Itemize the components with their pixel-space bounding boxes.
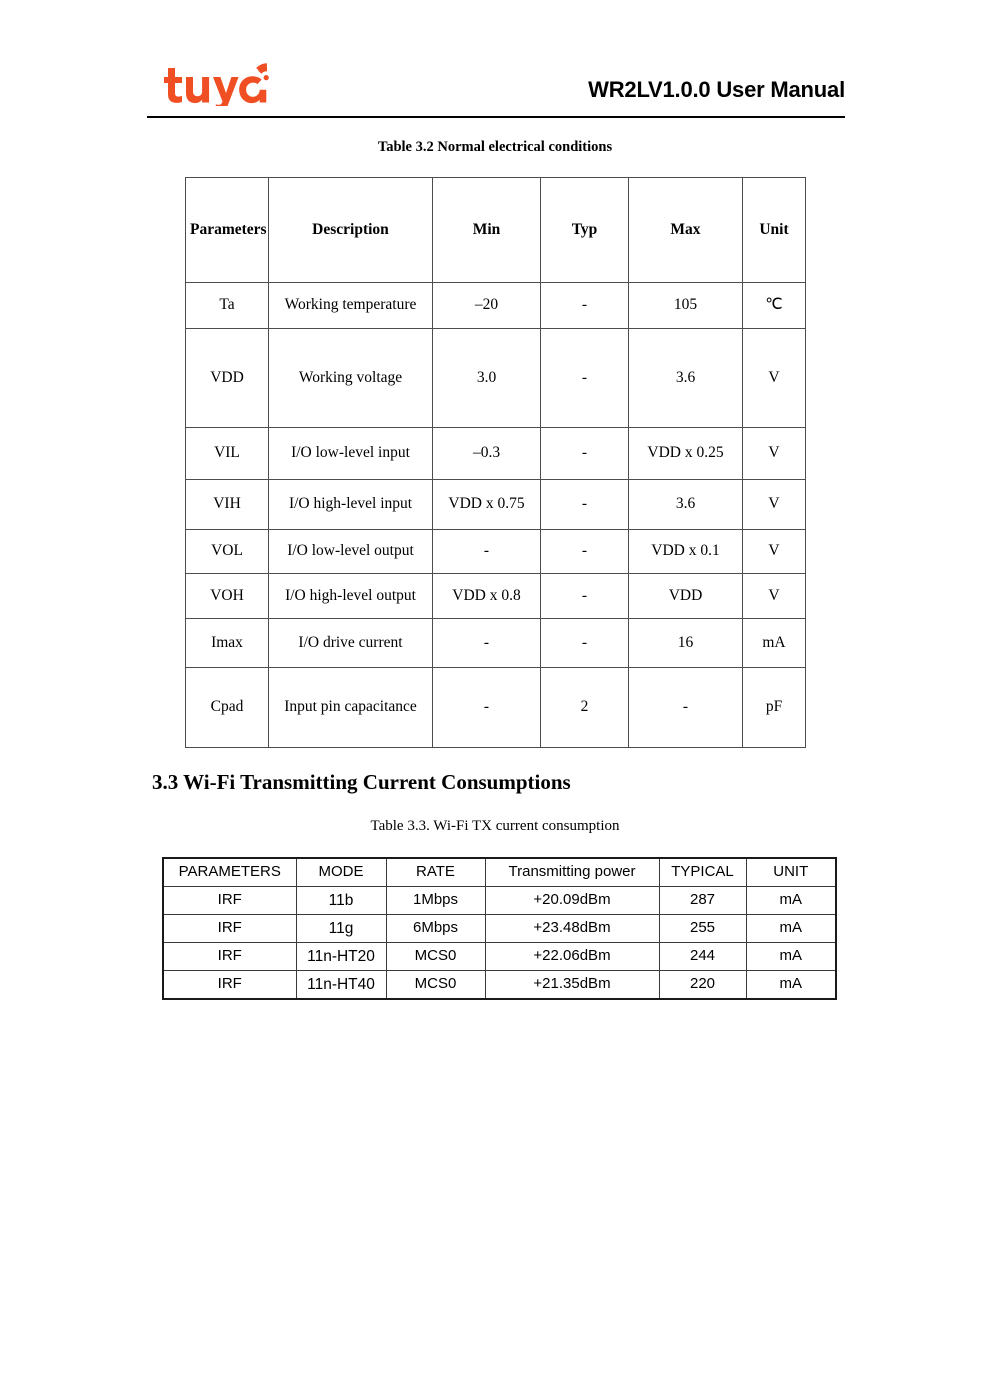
table-row: [163, 971, 836, 1000]
cell-unit: mA: [746, 943, 836, 971]
cell-min: -: [433, 619, 541, 668]
cell-typical: 244: [659, 943, 746, 971]
cell-unit: mA: [746, 971, 836, 1000]
cell-description: Working temperature: [269, 283, 433, 329]
cell-parameter: Ta: [186, 283, 269, 329]
cell-description: I/O high-level output: [269, 574, 433, 619]
cell-parameter: VIL: [186, 428, 269, 480]
cell-parameter: VIH: [186, 480, 269, 530]
table-row: [186, 668, 806, 748]
cell-power: +22.06dBm: [485, 943, 659, 971]
page-header-title: WR2LV1.0.0 User Manual: [588, 77, 845, 102]
cell-min: -: [433, 530, 541, 574]
cell-mode: 11n-HT40: [296, 971, 386, 1000]
cell-parameters: IRF: [163, 915, 296, 943]
cell-unit: V: [743, 480, 806, 530]
cell-power: +21.35dBm: [485, 971, 659, 1000]
cell-min: VDD x 0.8: [433, 574, 541, 619]
table-row: [163, 943, 836, 971]
wifi-tx-current-consumption-table: [162, 857, 837, 1000]
cell-typical: 255: [659, 915, 746, 943]
table-32-col-typ: Typ: [541, 178, 629, 283]
table-33-col-unit: UNIT: [746, 858, 836, 887]
cell-unit: V: [743, 530, 806, 574]
cell-parameter: Cpad: [186, 668, 269, 748]
cell-parameter: VOL: [186, 530, 269, 574]
table-32-header-row: [186, 178, 806, 283]
cell-typ: -: [541, 530, 629, 574]
table-33-col-typical: TYPICAL: [659, 858, 746, 887]
page-header: [147, 55, 845, 117]
page-header-rule: [147, 116, 845, 118]
table-32-col-max: Max: [629, 178, 743, 283]
cell-typ: -: [541, 619, 629, 668]
cell-max: -: [629, 668, 743, 748]
table-33-caption: Table 3.3. Wi-Fi TX current consumption: [370, 818, 620, 834]
cell-parameter: Imax: [186, 619, 269, 668]
cell-max: 3.6: [629, 480, 743, 530]
cell-typ: -: [541, 283, 629, 329]
cell-parameter: VOH: [186, 574, 269, 619]
cell-power: +23.48dBm: [485, 915, 659, 943]
cell-unit: V: [743, 329, 806, 428]
table-33-col-rate: RATE: [386, 858, 485, 887]
cell-unit: mA: [743, 619, 806, 668]
cell-rate: 6Mbps: [386, 915, 485, 943]
cell-typ: -: [541, 574, 629, 619]
cell-min: 3.0: [433, 329, 541, 428]
table-32-col-unit: Unit: [743, 178, 806, 283]
cell-min: –20: [433, 283, 541, 329]
cell-description: Working voltage: [269, 329, 433, 428]
cell-description: I/O drive current: [269, 619, 433, 668]
cell-mode: 11g: [296, 915, 386, 943]
cell-description: I/O high-level input: [269, 480, 433, 530]
table-32-wrapper: [185, 177, 805, 748]
table-row: [186, 574, 806, 619]
tuya-logo: [162, 60, 272, 106]
cell-min: VDD x 0.75: [433, 480, 541, 530]
cell-parameters: IRF: [163, 943, 296, 971]
cell-rate: 1Mbps: [386, 887, 485, 915]
table-row: [186, 283, 806, 329]
cell-min: -: [433, 668, 541, 748]
normal-electrical-conditions-table: [185, 177, 806, 748]
cell-max: 16: [629, 619, 743, 668]
section-heading-33: 3.3 Wi-Fi Transmitting Current Consumptions: [152, 770, 571, 794]
table-33-col-parameters: PARAMETERS: [163, 858, 296, 887]
cell-description: I/O low-level input: [269, 428, 433, 480]
cell-max: VDD x 0.1: [629, 530, 743, 574]
table-32-col-min: Min: [433, 178, 541, 283]
table-33-header-row: [163, 858, 836, 887]
table-33-col-power: Transmitting power: [485, 858, 659, 887]
cell-max: 105: [629, 283, 743, 329]
cell-typ: -: [541, 329, 629, 428]
table-row: [186, 428, 806, 480]
cell-unit: ℃: [743, 283, 806, 329]
table-row: [163, 915, 836, 943]
cell-typ: -: [541, 428, 629, 480]
cell-unit: pF: [743, 668, 806, 748]
cell-unit: mA: [746, 887, 836, 915]
cell-unit: V: [743, 428, 806, 480]
table-32-col-parameters: Parameters: [186, 178, 269, 283]
table-row: [186, 619, 806, 668]
cell-parameter: VDD: [186, 329, 269, 428]
cell-max: VDD x 0.25: [629, 428, 743, 480]
cell-mode: 11n-HT20: [296, 943, 386, 971]
cell-unit: V: [743, 574, 806, 619]
cell-rate: MCS0: [386, 943, 485, 971]
cell-typ: -: [541, 480, 629, 530]
cell-rate: MCS0: [386, 971, 485, 1000]
cell-typical: 220: [659, 971, 746, 1000]
cell-description: I/O low-level output: [269, 530, 433, 574]
table-row: [163, 887, 836, 915]
cell-max: VDD: [629, 574, 743, 619]
cell-parameters: IRF: [163, 971, 296, 1000]
table-row: [186, 329, 806, 428]
cell-power: +20.09dBm: [485, 887, 659, 915]
table-row: [186, 480, 806, 530]
cell-mode: 11b: [296, 887, 386, 915]
cell-typ: 2: [541, 668, 629, 748]
table-33-col-mode: MODE: [296, 858, 386, 887]
cell-parameters: IRF: [163, 887, 296, 915]
cell-description: Input pin capacitance: [269, 668, 433, 748]
table-33-wrapper: [162, 857, 835, 1000]
cell-min: –0.3: [433, 428, 541, 480]
table-row: [186, 530, 806, 574]
table-32-caption: Table 3.2 Normal electrical conditions: [377, 139, 613, 155]
cell-max: 3.6: [629, 329, 743, 428]
table-32-col-description: Description: [269, 178, 433, 283]
cell-unit: mA: [746, 915, 836, 943]
cell-typical: 287: [659, 887, 746, 915]
